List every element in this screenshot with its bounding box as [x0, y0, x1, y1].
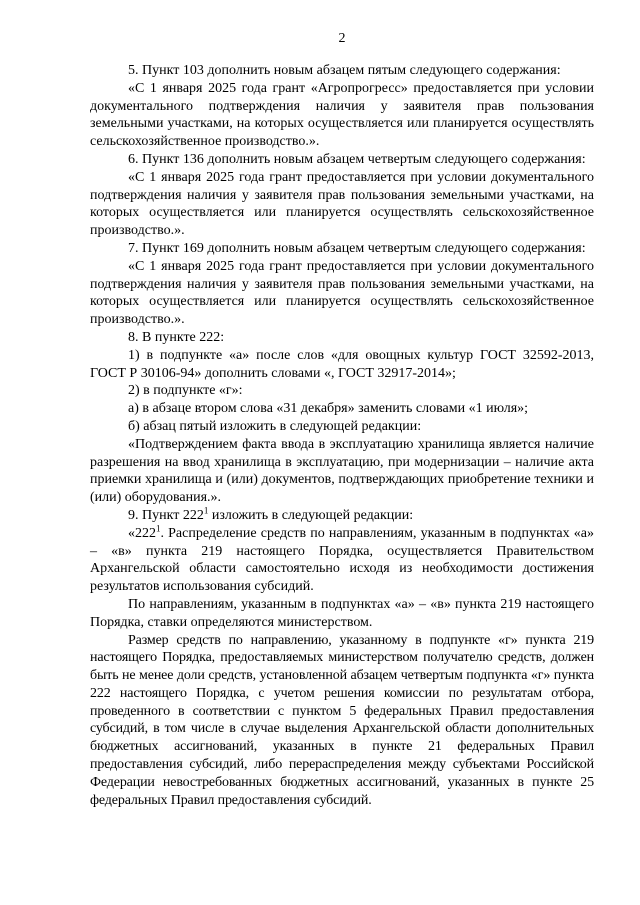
- document-body: [90, 62, 594, 809]
- paragraph-quote-103: «С 1 января 2025 года грант «Агропрогресс» предоставляется при условии документального подтверждения наличия у заявителя прав пользования земельными участками, на которых осуществляется или планируется осуществлять сельскохозяйственное производство.».: [90, 80, 594, 150]
- paragraph-item-5: 5. Пункт 103 дополнить новым абзацем пятым следующего содержания:: [128, 63, 561, 78]
- paragraph-directions: По направлениям, указанным в подпунктах «а» – «в» пункта 219 настоящего Порядка, ставки определяются министерством.: [90, 596, 594, 630]
- paragraph-funding-size: Размер средств по направлению, указанному в подпункте «г» пункта 219 настоящего Порядка, предоставляемых министерством получателю средств, должен быть не менее доли средств, установленной абзацем четвертым подпункта «г» пункта 222 настоящего Порядка, с учетом решения комиссии по результатам отбора, проведенного в соответствии с пунктом 5 федеральных Правил предоставления субсидий, в том числе в случае выделения Архангельской области дополнительных бюджетных ассигнований, указанных в пункте 21 федеральных Правил предоставления субсидий, либо перераспределения между субъектами Российской Федерации невостребованных бюджетных ассигнований, указанных в пункте 25 федеральных Правил предоставления субсидий.: [90, 632, 594, 808]
- paragraph-item-8: 8. В пункте 222:: [128, 329, 225, 345]
- quote-222-superscript: 1: [156, 523, 161, 534]
- paragraph-item-9: [90, 507, 594, 525]
- paragraph-quote-136: «С 1 января 2025 года грант предоставляется при условии документального подтверждения наличия у заявителя прав пользования земельными участками, на которых осуществляется или планируется осуществлять сельскохозяйственное производство.».: [90, 169, 594, 239]
- paragraph-quote-169: «С 1 января 2025 года грант предоставляется при условии документального подтверждения наличия у заявителя прав пользования земельными участками, на которых осуществляется или планируется осуществлять сельскохозяйственное производство.».: [90, 258, 594, 328]
- item-9-text: 9. Пункт 222: [128, 507, 204, 523]
- item-9-tail: изложить в следующей редакции:: [208, 507, 414, 523]
- paragraph-item-6: 6. Пункт 136 дополнить новым абзацем четвертым следующего содержания:: [128, 151, 586, 167]
- quote-222-text: . Распределение средств по направлениям, указанным в подпунктах «а» – «в» пункта 219 настоящего Порядка, осуществляется Правительством Архангельской области самостоятельно исходя из необходимости достижения результатов использования субсидий.: [90, 525, 594, 595]
- paragraph-subitem-a: а) в абзаце втором слова «31 декабря» заменить словами «1 июля»;: [128, 401, 529, 417]
- paragraph-subitem-2: 2) в подпункте «г»:: [128, 383, 243, 399]
- paragraph-item-7: 7. Пункт 169 дополнить новым абзацем четвертым следующего содержания:: [128, 240, 586, 256]
- paragraph-quote-222-1: [90, 525, 594, 596]
- item-9-superscript: 1: [203, 505, 209, 516]
- paragraph-subitem-1: 1) в подпункте «а» после слов «для овощных культур ГОСТ 32592-2013, ГОСТ Р 30106-94» дополнить словами «, ГОСТ 32917-2014»;: [90, 347, 594, 381]
- paragraph-subitem-b: б) абзац пятый изложить в следующей редакции:: [128, 418, 422, 434]
- paragraph-quote-storage: «Подтверждением факта ввода в эксплуатацию хранилища является наличие разрешения на ввод хранилища в эксплуатацию, при модернизации – наличие акта приемки хранилища и (или) документов, подтверждающих приобретение техники и (или) оборудования.».: [90, 436, 594, 506]
- page-number: 2: [338, 31, 346, 46]
- quote-222-number: «222: [128, 525, 156, 541]
